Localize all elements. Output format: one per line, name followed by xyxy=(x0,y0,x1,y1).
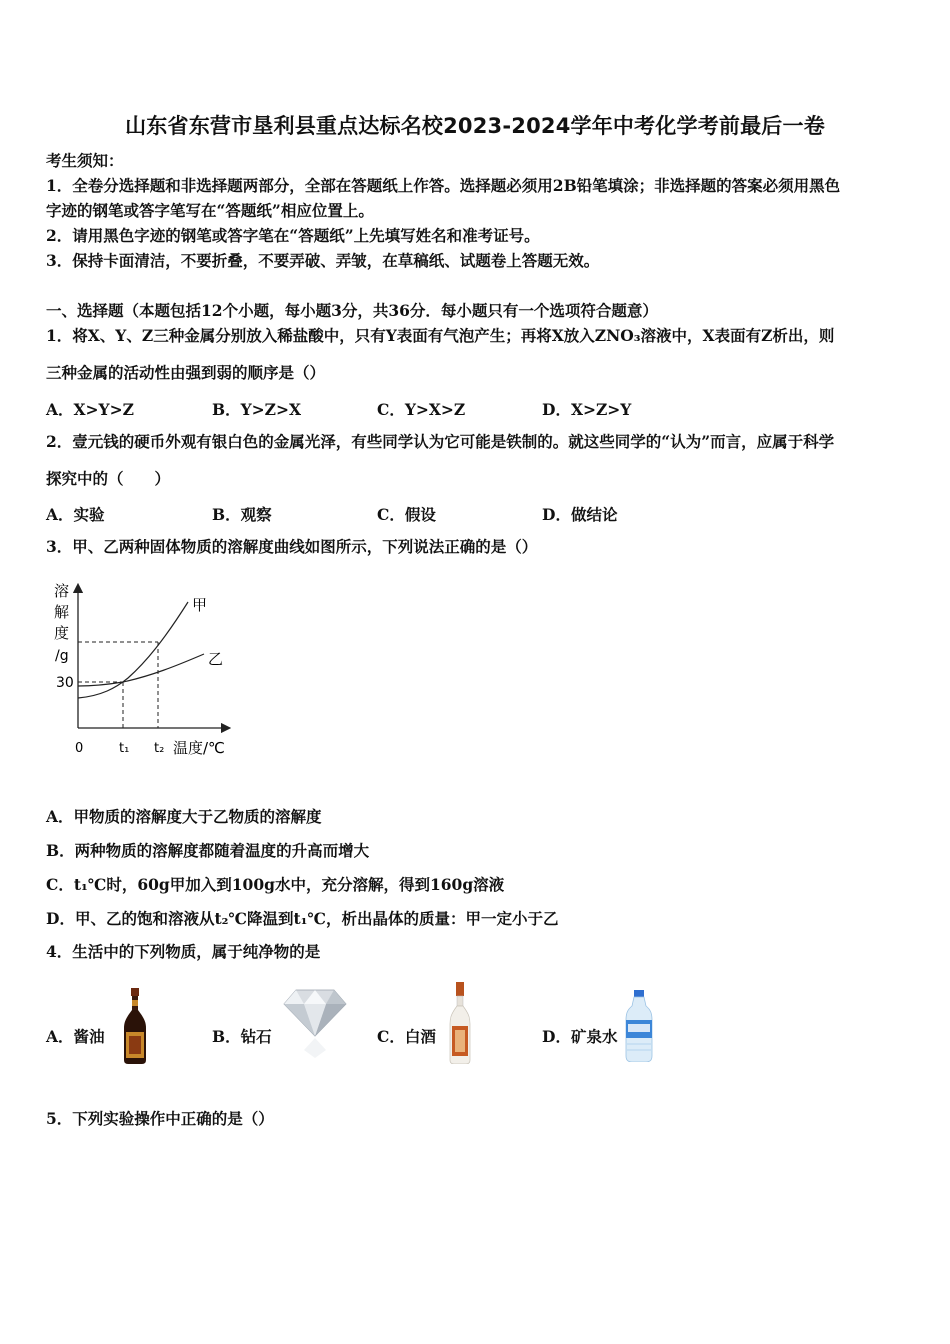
notice-heading: 考生须知： xyxy=(46,151,124,170)
q2-stem-line1: 2．壹元钱的硬币外观有银白色的金属光泽，有些同学认为它可能是铁制的。就这些同学的“认为”而言，应属于科学 xyxy=(46,432,835,451)
curve-jia xyxy=(78,602,188,698)
q2-option-a: A．实验 xyxy=(46,505,105,524)
q4-option-a: A．酱油 xyxy=(46,1027,105,1046)
x-axis-label: 温度/℃ xyxy=(173,739,225,757)
q1-option-b: B．Y>Z>X xyxy=(212,400,301,419)
notice-item: 1．全卷分选择题和非选择题两部分，全部在答题纸上作答。选择题必须用2B铅笔填涂；非选择题的答案必须用黑色 xyxy=(46,176,841,195)
q3-option-c: C．t₁℃时，60g甲加入到100g水中，充分溶解，得到160g溶液 xyxy=(46,875,505,894)
q5-stem: 5．下列实验操作中正确的是（） xyxy=(46,1109,274,1128)
q1-stem-line1: 1．将X、Y、Z三种金属分别放入稀盐酸中，只有Y表面有气泡产生；再将X放入ZNO₃溶液中，X表面有Z析出，则 xyxy=(46,326,835,345)
q1-option-c: C．Y>X>Z xyxy=(377,400,466,419)
soy-sauce-bottle-image xyxy=(120,988,150,1064)
q3-option-a: A．甲物质的溶解度大于乙物质的溶解度 xyxy=(46,807,322,826)
q2-option-c: C．假设 xyxy=(377,505,436,524)
q1-option-a: A．X>Y>Z xyxy=(46,400,134,419)
q3-option-d: D．甲、乙的饱和溶液从t₂℃降温到t₁℃，析出晶体的质量：甲一定小于乙 xyxy=(46,909,559,928)
series-jia-label: 甲 xyxy=(192,596,208,614)
notice-item: 3．保持卡面清洁，不要折叠，不要弄破、弄皱，在草稿纸、试题卷上答题无效。 xyxy=(46,251,600,270)
ylabel-char: 解 xyxy=(54,603,70,621)
q4-option-d: D．矿泉水 xyxy=(542,1027,618,1046)
ylabel-char: 度 xyxy=(54,624,70,642)
solubility-graph xyxy=(46,580,246,770)
section-heading: 一、选择题（本题包括12个小题，每小题3分，共36分．每小题只有一个选项符合题意） xyxy=(46,301,658,320)
q2-option-b: B．观察 xyxy=(212,505,272,524)
origin-label: 0 xyxy=(75,741,84,756)
q3-stem: 3．甲、乙两种固体物质的溶解度曲线如图所示，下列说法正确的是（） xyxy=(46,537,538,556)
ylabel-char: 溶 xyxy=(54,582,70,600)
y-tick-30: 30 xyxy=(56,675,74,691)
liquor-bottle-image xyxy=(447,982,473,1064)
notice-item: 2．请用黑色字迹的钢笔或答字笔在“答题纸”上先填写姓名和准考证号。 xyxy=(46,226,540,245)
q2-option-d: D．做结论 xyxy=(542,505,618,524)
diamond-image xyxy=(282,988,348,1058)
t2-label: t₂ xyxy=(154,741,165,756)
q1-option-d: D．X>Z>Y xyxy=(542,400,632,419)
q4-option-c: C．白酒 xyxy=(377,1027,436,1046)
curve-yi xyxy=(78,654,204,686)
series-yi-label: 乙 xyxy=(208,650,224,668)
ylabel-unit: /g xyxy=(55,648,69,664)
q1-stem-line2: 三种金属的活动性由强到弱的顺序是（） xyxy=(46,363,326,382)
q4-option-b: B．钻石 xyxy=(212,1027,272,1046)
q3-option-b: B．两种物质的溶解度都随着温度的升高而增大 xyxy=(46,841,370,860)
page-title: 山东省东营市垦利县重点达标名校2023-2024学年中考化学考前最后一卷 xyxy=(125,114,825,138)
mineral-water-bottle-image xyxy=(624,990,654,1062)
notice-item: 字迹的钢笔或答字笔写在“答题纸”相应位置上。 xyxy=(46,201,374,220)
q2-stem-line2: 探究中的（ ） xyxy=(46,469,171,488)
q4-stem: 4．生活中的下列物质，属于纯净物的是 xyxy=(46,942,321,961)
t1-label: t₁ xyxy=(119,741,130,756)
